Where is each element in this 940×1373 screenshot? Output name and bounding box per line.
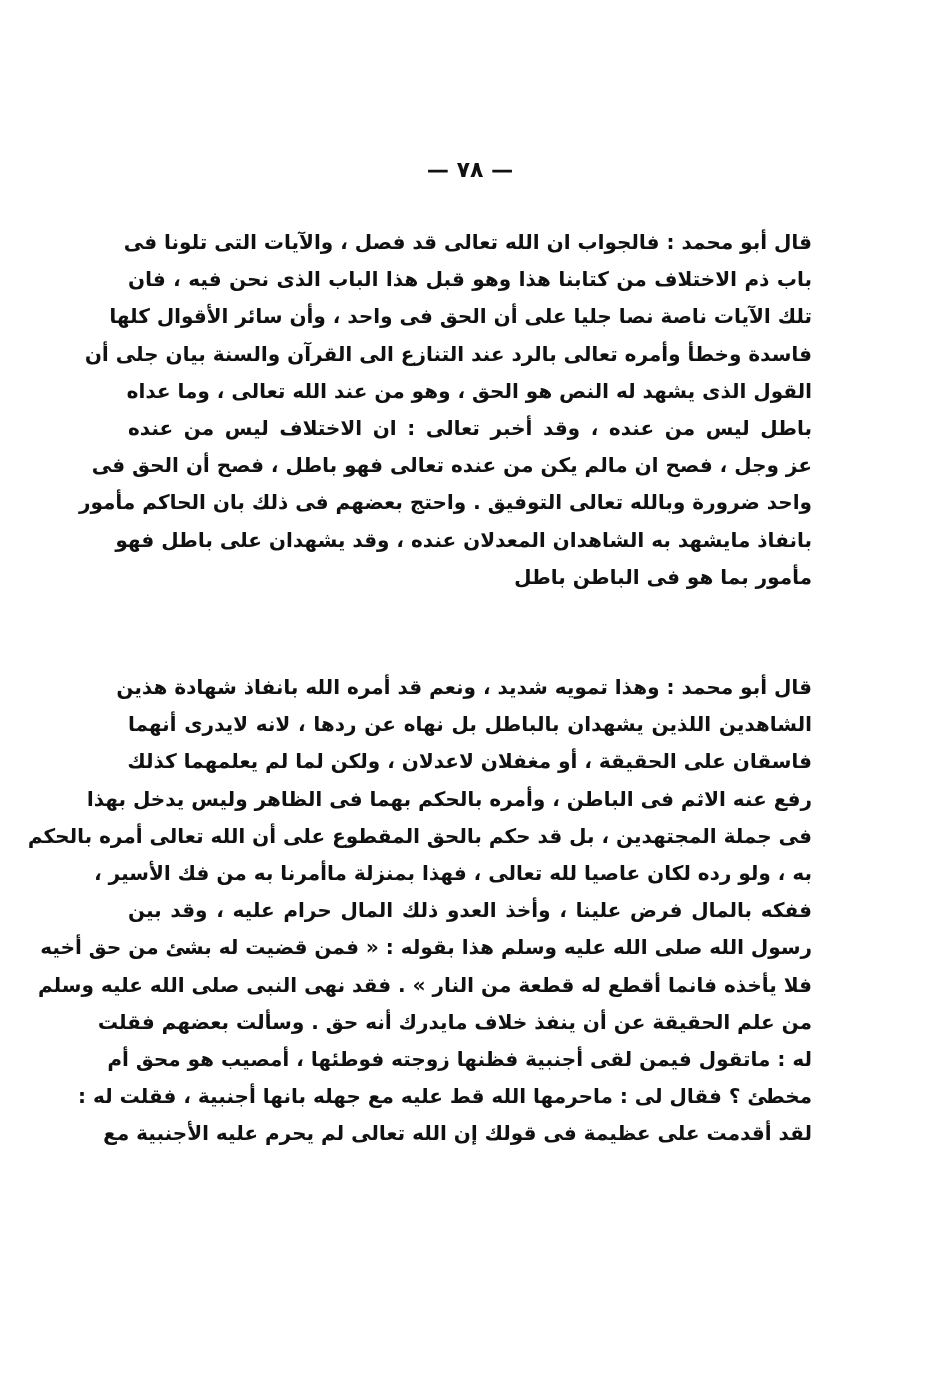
text-line: قال أبو محمد : وهذا تمويه شديد ، ونعم قد أمره الله بانفاذ شهادة هذين — [116, 675, 812, 699]
text-line: لقد أقدمت على عظيمة فى قولك إن الله تعالى لم يحرم عليه الأجنبية مع — [103, 1121, 812, 1146]
text-line: فاسقان على الحقيقة ، أو مغفلان لاعدلان ، ولكن لما لم يعلمهما كذلك — [127, 749, 812, 774]
text-line: تلك الآيات ناصة نصا جليا على أن الحق فى واحد ، وأن سائر الأقوال كلها — [109, 304, 812, 329]
text-line: به ، ولو رده لكان عاصيا لله تعالى ، فهذا بمنزلة ماأمرنا به من فك الأسير ، — [94, 860, 812, 885]
text-line: رسول الله صلى الله عليه وسلم هذا بقوله : « فمن قضيت له بشئ من حق أخيه — [40, 935, 812, 960]
text-line: واحد ضرورة وبالله تعالى التوفيق . واحتج بعضهم فى ذلك بان الحاكم مأمور — [78, 490, 812, 515]
text-line: فاسدة وخطأ وأمره تعالى بالرد عند التنازع الى القرآن والسنة بيان جلى أن — [84, 341, 812, 366]
text-line: باب ذم الاختلاف من كتابنا هذا وهو قبل هذا الباب الذى نحن فيه ، فان — [128, 267, 812, 292]
text-line: عز وجل ، فصح ان مالم يكن من عنده تعالى فهو باطل ، فصح أن الحق فى — [91, 453, 812, 478]
text-line: مخطئ ؟ فقال لى : ماحرمها الله قط عليه مع جهله بانها أجنبية ، فقلت له : — [78, 1084, 812, 1109]
text-line: مأمور بما هو فى الباطن باطل — [514, 564, 812, 589]
text-line: له : ماتقول فيمن لقى أجنبية فظنها زوجته فوطئها ، أمصيب هو محق أم — [107, 1046, 812, 1071]
text-line: فلا يأخذه فانما أقطع له قطعة من النار » . فقد نهى النبى صلى الله عليه وسلم — [37, 972, 812, 997]
text-line: ففكه بالمال فرض علينا ، وأخذ العدو ذلك المال حرام عليه ، وقد بين — [128, 898, 812, 923]
text-line: فى جملة المجتهدين ، بل قد حكم بالحق المقطوع على أن الله تعالى أمره بالحكم — [27, 823, 812, 848]
text-line: باطل ليس من عنده ، وقد أخبر تعالى : ان الاختلاف ليس من عنده — [128, 415, 812, 440]
text-line: بانفاذ مايشهد به الشاهدان المعدلان عنده ، وقد يشهدان على باطل فهو — [115, 527, 812, 552]
text-line: من علم الحقيقة عن أن ينفذ خلاف مايدرك أنه حق . وسألت بعضهم فقلت — [97, 1009, 812, 1034]
text-line: القول الذى يشهد له النص هو الحق ، وهو من عند الله تعالى ، وما عداه — [126, 378, 812, 403]
text-line: قال أبو محمد : فالجواب ان الله تعالى قد فصل ، والآيات التى تلونا فى — [123, 230, 812, 254]
page-number: — ٧٨ — — [426, 158, 514, 183]
text-line: الشاهدين اللذين يشهدان بالباطل بل نهاه عن ردها ، لانه لايدرى أنهما — [128, 712, 812, 737]
paragraph-2 — [27, 669, 812, 1152]
paragraph-1 — [78, 224, 812, 596]
text-line: رفع عنه الاثم فى الباطن ، وأمره بالحكم بهما فى الظاهر وليس يدخل بهذا — [86, 786, 812, 811]
